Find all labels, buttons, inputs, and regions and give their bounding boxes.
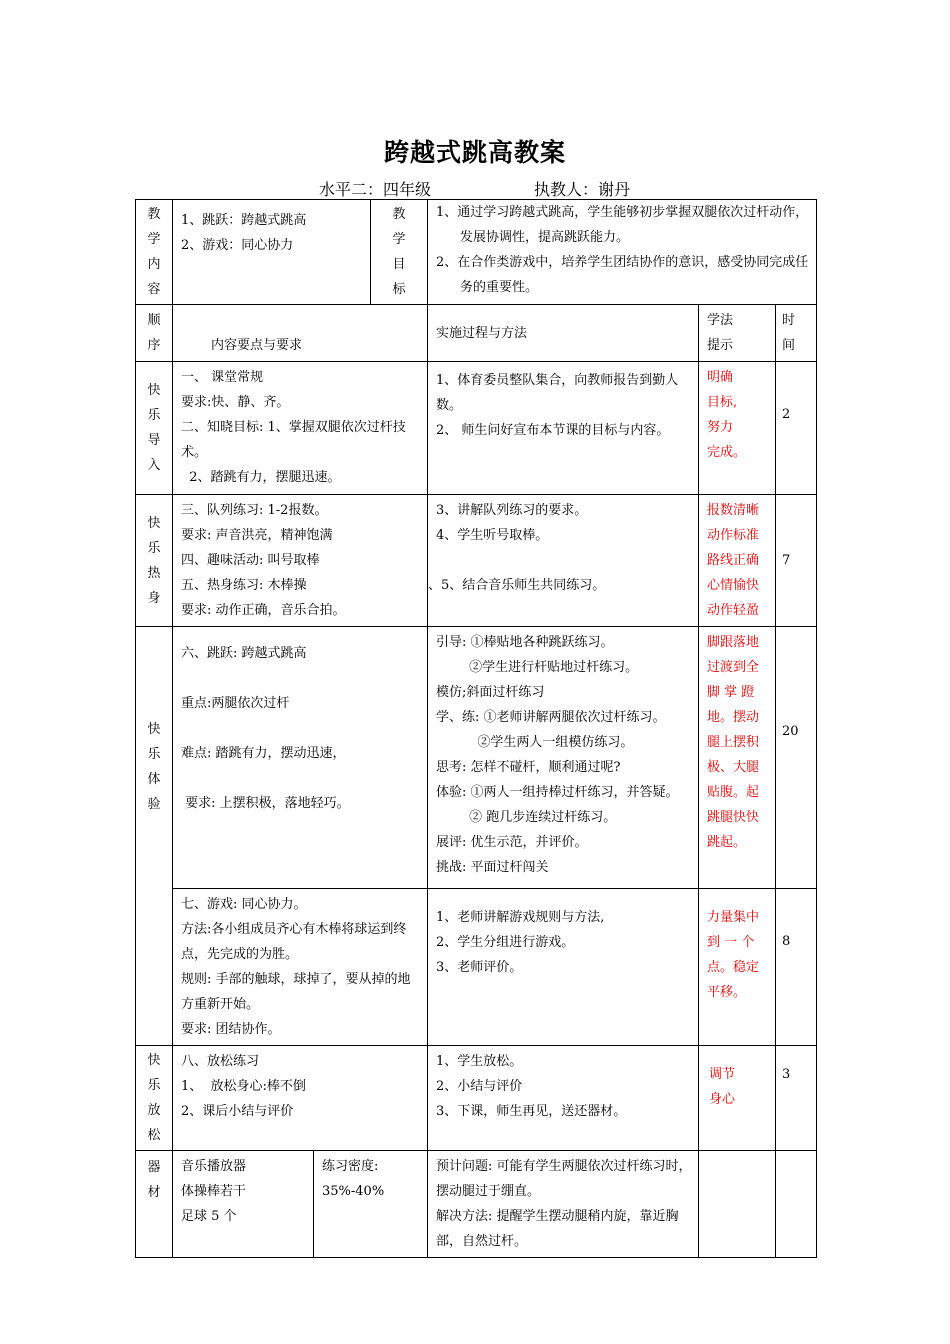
tip-line: 动作标准 [707,528,760,543]
section-time-cell [776,889,817,1046]
equipment-item: 足球 5 个 [181,1209,237,1224]
section-phase-cell [136,495,173,627]
section-tips-cell [699,495,776,627]
teacher-name: 执教人：谢丹 [534,180,631,199]
header-order-cell [136,305,173,362]
content-line: 1、 放松身心:棒不倒 [181,1079,306,1094]
content-line: 七、游戏: 同心协力。 [181,897,307,912]
section-row [136,1046,817,1151]
process-line: 4、学生听号取棒。 [436,528,549,543]
content-line: 四、趣味活动: 叫号取棒 [181,553,320,568]
density-label: 练习密度: [322,1159,379,1174]
tip-line: 到 一 个 [707,935,755,950]
tip-line: 跳起。 [707,835,747,850]
tip-line: 过渡到全 [707,660,760,675]
section-phase: 快乐放松 [147,1053,161,1143]
process-line: 2、学生分组进行游戏。 [436,935,575,950]
goal-label: 教学目标 [392,207,406,297]
tip-line: 心情愉快 [707,578,760,593]
process-line: ② 跑几步连续过杆练习。 [436,810,617,825]
density-cell [314,1151,428,1258]
process-line: 展评: 优生示范，并评价。 [436,835,588,850]
section-process-cell [428,889,699,1046]
tip-line: 腿上摆积 [707,735,760,750]
empty-tips-cell [699,1151,776,1258]
tip-line: 脚 掌 蹬 [707,685,755,700]
issue-line: 预计问题: 可能有学生两腿依次过杆练习时，摆动腿过于绷直。 [436,1159,692,1199]
content-line: 2、踏跳有力，摆腿迅速。 [181,470,341,485]
content-line: 八、放松练习 [181,1054,260,1069]
section-phase-cell [136,627,173,1046]
content-line: 要求: 声音洪亮，精神饱满 [181,528,333,543]
process-line: 体验: ①两人一组持棒过杆练习，并答疑。 [436,785,679,800]
process-line: 1、学生放松。 [436,1054,523,1069]
header-content-cell [173,305,428,362]
goal-item: 2、在合作类游戏中，培养学生团结协作的意识，感受协同完成任务的重要性。 [436,255,809,295]
section-row [136,362,817,495]
content-line [181,666,421,691]
content-line: 一、 课堂常规 [181,370,264,385]
header-time: 时间 [782,313,796,353]
section-time: 8 [782,934,791,949]
content-line: 要求: 上摆积极，落地轻巧。 [181,796,350,811]
section-time-cell [776,495,817,627]
section-row [136,495,817,627]
process-line: 1、体育委员整队集合，向教师报告到勤人数。 [436,373,679,413]
content-line: 规则: 手部的触球，球掉了，要从掉的地方重新开始。 [181,972,411,1012]
goal-items-cell [428,200,817,305]
section-row [136,627,817,889]
process-line: 挑战: 平面过杆闯关 [436,860,549,875]
section-content-cell [173,889,428,1046]
section-process-cell [428,362,699,495]
process-line [428,548,692,573]
goal-label-cell [371,200,428,305]
row-header [136,305,817,362]
tip-line: 身心 [709,1092,736,1107]
section-tips-cell [699,889,776,1046]
section-tips-cell [699,362,776,495]
content-line [181,766,421,791]
tip-line: 极、大腿 [707,760,760,775]
section-time: 2 [782,407,791,422]
section-content-cell [173,1046,428,1151]
section-phase: 快乐热身 [147,515,161,606]
section-phase-cell [136,1046,173,1151]
process-line: 2、 师生问好宣布本节课的目标与内容。 [436,423,670,438]
header-process-cell [428,305,699,362]
tip-line: 努力 [707,420,734,435]
equipment-items-cell [173,1151,314,1258]
content-line: 五、热身练习: 木棒操 [181,578,307,593]
row-equipment [136,1151,817,1258]
content-line: 重点:两腿依次过杆 [181,696,290,711]
tip-line: 平移。 [707,985,747,1000]
section-time: 3 [782,1067,791,1082]
header-tips: 学法提示 [707,313,734,353]
tip-line: 地。摆动 [707,710,760,725]
content-line: 六、跳跃: 跨越式跳高 [181,646,307,661]
process-line: 2、小结与评价 [436,1079,523,1094]
section-content-cell [173,495,428,627]
tip-line: 报数清晰 [707,503,760,518]
content-label: 教学内容 [147,207,161,297]
section-phase: 快乐体验 [147,722,161,812]
process-line: ②学生两人一组模仿练习。 [436,735,634,750]
section-row [136,889,817,1046]
section-process-cell [428,627,699,889]
section-time: 7 [782,553,791,568]
tip-line: 力量集中 [707,910,760,925]
lesson-plan-table [135,199,817,1258]
content-line: 2、课后小结与评价 [181,1104,294,1119]
tip-line: 调节 [709,1067,736,1082]
density-value: 35%-40% [322,1184,385,1199]
section-process-cell [428,495,699,627]
page-title: 跨越式跳高教案 [383,138,566,167]
tip-line: 明确 [707,370,734,385]
row-content-goals [136,200,817,305]
process-line: 、5、结合音乐师生共同练习。 [428,578,606,593]
content-line: 三、队列练习: 1-2报数。 [181,503,328,518]
section-time-cell [776,1046,817,1151]
header-order: 顺序 [147,313,161,353]
section-time-cell [776,362,817,495]
tip-line: 脚跟落地 [707,635,760,650]
section-time: 20 [782,724,799,739]
section-content-cell [173,362,428,495]
header-process: 实施过程与方法 [436,325,528,341]
process-line: 3、下课，师生再见，送还器材。 [436,1104,627,1119]
content-line: 方法:各小组成员齐心有木棒将球运到终点，先完成的为胜。 [181,922,407,962]
section-tips-cell [699,627,776,889]
tip-line: 动作轻盈 [707,603,760,618]
equipment-item: 体操棒若干 [181,1184,247,1199]
tip-line: 跳腿快快 [707,810,760,825]
empty-time-cell [776,1151,817,1258]
content-item: 2、游戏：同心协力 [181,238,294,253]
section-phase: 快乐导入 [147,383,161,473]
tip-line: 路线正确 [707,553,760,568]
process-line: ②学生进行杆贴地过杆练习。 [436,660,639,675]
equipment-item: 音乐播放器 [181,1159,247,1174]
tip-line: 贴腹。起 [707,785,760,800]
content-line: 要求:快、静、齐。 [181,395,290,410]
header-tips-cell [699,305,776,362]
header-content: 内容要点与要求 [211,338,303,353]
section-tips-cell [699,1046,776,1151]
issues-cell [428,1151,699,1258]
content-item: 1、跳跃：跨越式跳高 [181,213,307,228]
content-line: 难点: 踏跳有力，摆动迅速， [181,746,346,761]
process-line: 模仿;斜面过杆练习 [436,685,545,700]
grade-level: 水平二：四年级 [319,180,432,199]
section-phase-cell [136,362,173,495]
content-line: 要求: 动作正确，音乐合拍。 [181,603,346,618]
process-line: 1、老师讲解游戏规则与方法, [436,910,605,925]
header-time-cell [776,305,817,362]
issue-line: 解决方法: 提醒学生摆动腿稍内旋，靠近胸部，自然过杆。 [436,1209,679,1249]
equipment-label: 器材 [147,1160,161,1200]
tip-line: 目标, [707,395,738,410]
process-line: 思考: 怎样不碰杆，顺利通过呢? [436,760,621,775]
process-line: 引导: ①棒贴地各种跳跃练习。 [436,635,614,650]
section-time-cell [776,627,817,889]
content-line [181,716,421,741]
section-process-cell [428,1046,699,1151]
equipment-label-cell [136,1151,173,1258]
content-items-cell [173,200,371,305]
tip-line: 完成。 [707,445,747,460]
content-line: 二、知晓目标: 1、掌握双腿依次过杆技术。 [181,420,406,460]
process-line: 3、老师评价。 [436,960,523,975]
goal-item: 1、通过学习跨越式跳高，学生能够初步掌握双腿依次过杆动作，发展协调性，提高跳跃能力。 [436,205,809,245]
process-line: 学、练: ①老师讲解两腿依次过杆练习。 [436,710,666,725]
content-line: 要求: 团结协作。 [181,1022,281,1037]
process-line: 3、讲解队列练习的要求。 [436,503,588,518]
content-label-cell [136,200,173,305]
section-content-cell [173,627,428,889]
tip-line: 点。稳定 [707,960,760,975]
